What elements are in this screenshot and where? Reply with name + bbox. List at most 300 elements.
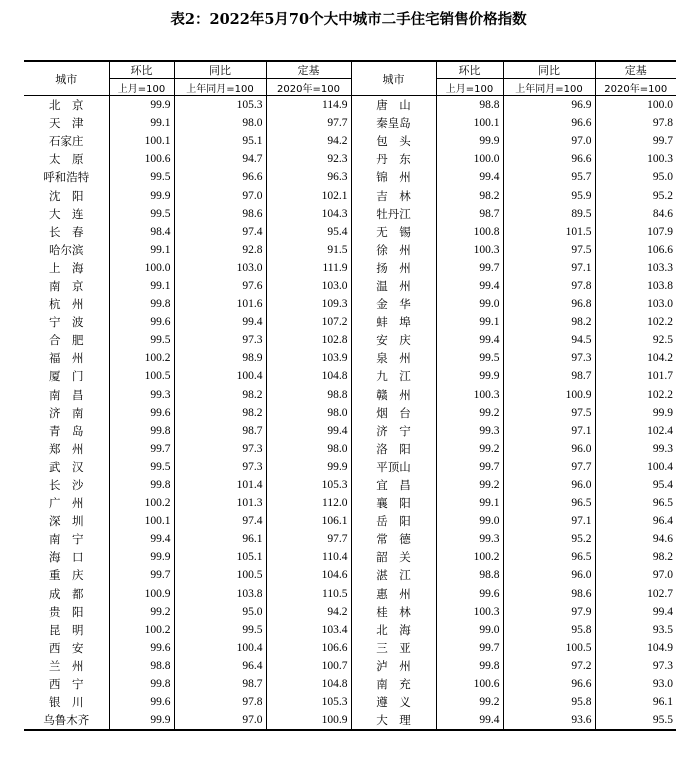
city-name-right: 济 宁	[351, 422, 436, 440]
base-value-right: 99.7	[595, 132, 676, 150]
mom-value-right: 100.1	[436, 114, 503, 132]
header-base-right: 定基	[595, 61, 676, 79]
city-name-left: 郑 州	[49, 441, 84, 456]
yoy-value-left: 99.4	[174, 313, 266, 331]
yoy-value-left: 101.3	[174, 494, 266, 512]
yoy-value-left: 97.3	[174, 440, 266, 458]
base-value-right: 102.7	[595, 585, 676, 603]
table-row	[24, 422, 676, 440]
yoy-value-right: 96.6	[503, 114, 595, 132]
table-row	[24, 440, 676, 458]
mom-value-left: 100.2	[109, 621, 174, 639]
city-name-left: 哈尔滨	[49, 242, 84, 257]
mom-value-right: 99.6	[436, 585, 503, 603]
city-name-left: 乌鲁木齐	[43, 713, 90, 728]
base-value-left: 98.0	[266, 404, 351, 422]
yoy-value-right: 96.5	[503, 548, 595, 566]
mom-value-left: 99.4	[109, 530, 174, 548]
yoy-value-left: 98.0	[174, 114, 266, 132]
table-row	[24, 132, 676, 150]
yoy-value-left: 100.5	[174, 566, 266, 584]
base-value-left: 97.7	[266, 530, 351, 548]
yoy-value-left: 98.6	[174, 205, 266, 223]
mom-value-left: 99.1	[109, 277, 174, 295]
yoy-value-left: 98.9	[174, 349, 266, 367]
yoy-value-left: 101.6	[174, 295, 266, 313]
city-name-right: 泸 州	[351, 657, 436, 675]
mom-value-right: 99.4	[436, 168, 503, 186]
table-row	[24, 639, 676, 657]
table-row	[24, 241, 676, 259]
mom-value-right: 99.2	[436, 476, 503, 494]
yoy-value-right: 94.5	[503, 331, 595, 349]
table-row	[24, 585, 676, 603]
table-row	[24, 313, 676, 331]
table-row	[24, 458, 676, 476]
city-name-left: 济 南	[49, 405, 84, 420]
city-name-right: 吉 林	[351, 186, 436, 204]
table-row	[24, 386, 676, 404]
base-value-left: 98.0	[266, 440, 351, 458]
city-name-left: 呼和浩特	[43, 170, 90, 185]
yoy-value-left: 98.2	[174, 386, 266, 404]
yoy-value-left: 97.3	[174, 458, 266, 476]
city-name-right: 遵 义	[351, 693, 436, 711]
yoy-value-right: 101.5	[503, 223, 595, 241]
base-value-right: 106.6	[595, 241, 676, 259]
header-city-left: 城市	[24, 61, 109, 96]
base-value-right: 97.0	[595, 566, 676, 584]
yoy-value-right: 95.9	[503, 186, 595, 204]
base-value-left: 96.3	[266, 168, 351, 186]
mom-value-left: 99.1	[109, 114, 174, 132]
base-value-right: 100.3	[595, 150, 676, 168]
mom-value-left: 100.1	[109, 132, 174, 150]
city-name-left: 天 津	[49, 116, 84, 131]
base-value-left: 91.5	[266, 241, 351, 259]
mom-value-right: 99.3	[436, 422, 503, 440]
base-value-right: 103.8	[595, 277, 676, 295]
yoy-value-right: 98.7	[503, 367, 595, 385]
header-yoy-sub-right: 上年同月=100	[503, 79, 595, 96]
table-row	[24, 277, 676, 295]
base-value-left: 110.4	[266, 548, 351, 566]
base-value-right: 99.3	[595, 440, 676, 458]
yoy-value-right: 89.5	[503, 205, 595, 223]
mom-value-left: 99.9	[109, 711, 174, 730]
table-row	[24, 295, 676, 313]
city-name-right: 岳 阳	[351, 512, 436, 530]
city-name-left: 海 口	[49, 550, 84, 565]
header-mom-sub-right: 上月=100	[436, 79, 503, 96]
table-title: 表2：2022年5月70个大中城市二手住宅销售价格指数	[170, 11, 527, 28]
base-value-right: 95.2	[595, 186, 676, 204]
base-value-left: 104.8	[266, 675, 351, 693]
yoy-value-left: 105.1	[174, 548, 266, 566]
mom-value-left: 100.1	[109, 512, 174, 530]
base-value-right: 94.6	[595, 530, 676, 548]
yoy-value-left: 97.0	[174, 186, 266, 204]
mom-value-right: 98.8	[436, 96, 503, 115]
yoy-value-right: 97.1	[503, 422, 595, 440]
yoy-value-right: 95.2	[503, 530, 595, 548]
yoy-value-right: 96.8	[503, 295, 595, 313]
yoy-value-right: 98.6	[503, 585, 595, 603]
yoy-value-left: 96.1	[174, 530, 266, 548]
base-value-left: 105.3	[266, 476, 351, 494]
city-name-right: 蚌 埠	[351, 313, 436, 331]
base-value-left: 106.1	[266, 512, 351, 530]
table-row	[24, 693, 676, 711]
base-value-right: 93.0	[595, 675, 676, 693]
yoy-value-left: 97.6	[174, 277, 266, 295]
city-name-right: 烟 台	[351, 404, 436, 422]
yoy-value-right: 95.7	[503, 168, 595, 186]
mom-value-left: 99.8	[109, 295, 174, 313]
base-value-left: 106.6	[266, 639, 351, 657]
mom-value-left: 99.8	[109, 422, 174, 440]
yoy-value-left: 95.0	[174, 603, 266, 621]
base-value-right: 96.5	[595, 494, 676, 512]
mom-value-right: 99.7	[436, 639, 503, 657]
city-name-right: 大 理	[351, 711, 436, 730]
base-value-right: 97.8	[595, 114, 676, 132]
yoy-value-left: 98.7	[174, 675, 266, 693]
yoy-value-right: 97.9	[503, 603, 595, 621]
base-value-left: 103.4	[266, 621, 351, 639]
city-name-left: 南 宁	[49, 532, 84, 547]
table-row	[24, 675, 676, 693]
mom-value-right: 98.2	[436, 186, 503, 204]
city-name-right: 九 江	[351, 367, 436, 385]
mom-value-left: 100.5	[109, 367, 174, 385]
yoy-value-left: 97.4	[174, 223, 266, 241]
table-row	[24, 621, 676, 639]
city-name-left: 重 庆	[49, 568, 84, 583]
base-value-right: 95.0	[595, 168, 676, 186]
city-name-left: 南 京	[49, 278, 84, 293]
table-row	[24, 603, 676, 621]
yoy-value-right: 97.5	[503, 241, 595, 259]
yoy-value-right: 97.3	[503, 349, 595, 367]
table-header	[24, 61, 676, 96]
mom-value-right: 99.2	[436, 404, 503, 422]
mom-value-right: 100.3	[436, 241, 503, 259]
header-mom-left: 环比	[109, 61, 174, 79]
yoy-value-left: 94.7	[174, 150, 266, 168]
city-name-right: 惠 州	[351, 585, 436, 603]
city-name-left: 成 都	[49, 586, 84, 601]
base-value-right: 102.2	[595, 313, 676, 331]
yoy-value-right: 97.0	[503, 132, 595, 150]
yoy-value-left: 97.3	[174, 331, 266, 349]
city-name-left: 上 海	[49, 260, 84, 275]
city-name-right: 秦皇岛	[351, 114, 436, 132]
city-name-right: 襄 阳	[351, 494, 436, 512]
city-name-left: 广 州	[49, 496, 84, 511]
base-value-right: 102.2	[595, 386, 676, 404]
table-row	[24, 530, 676, 548]
city-name-right: 赣 州	[351, 386, 436, 404]
city-name-left: 西 宁	[49, 677, 84, 692]
table-row	[24, 259, 676, 277]
base-value-left: 94.2	[266, 603, 351, 621]
table-row	[24, 404, 676, 422]
base-value-left: 105.3	[266, 693, 351, 711]
base-value-left: 114.9	[266, 96, 351, 115]
header-base-left: 定基	[266, 61, 351, 79]
city-name-left: 武 汉	[49, 459, 84, 474]
mom-value-left: 99.7	[109, 566, 174, 584]
mom-value-right: 99.7	[436, 458, 503, 476]
base-value-right: 96.1	[595, 693, 676, 711]
mom-value-left: 98.4	[109, 223, 174, 241]
mom-value-left: 99.5	[109, 168, 174, 186]
city-name-left: 北 京	[49, 98, 84, 113]
city-name-left: 石家庄	[49, 134, 84, 149]
yoy-value-right: 100.9	[503, 386, 595, 404]
base-value-right: 104.2	[595, 349, 676, 367]
base-value-right: 99.4	[595, 603, 676, 621]
mom-value-right: 99.0	[436, 295, 503, 313]
mom-value-left: 99.3	[109, 386, 174, 404]
city-name-left: 长 春	[49, 224, 84, 239]
base-value-left: 99.4	[266, 422, 351, 440]
city-name-left: 厦 门	[49, 369, 84, 384]
yoy-value-right: 95.8	[503, 621, 595, 639]
table-row	[24, 548, 676, 566]
base-value-right: 96.4	[595, 512, 676, 530]
mom-value-right: 99.4	[436, 711, 503, 730]
mom-value-right: 100.6	[436, 675, 503, 693]
yoy-value-left: 100.4	[174, 367, 266, 385]
table-row	[24, 349, 676, 367]
base-value-right: 95.4	[595, 476, 676, 494]
base-value-left: 97.7	[266, 114, 351, 132]
mom-value-right: 98.7	[436, 205, 503, 223]
yoy-value-left: 92.8	[174, 241, 266, 259]
table-row	[24, 186, 676, 204]
base-value-left: 102.8	[266, 331, 351, 349]
city-name-left: 福 州	[49, 351, 84, 366]
yoy-value-right: 96.9	[503, 96, 595, 115]
mom-value-left: 99.8	[109, 476, 174, 494]
yoy-value-left: 105.3	[174, 96, 266, 115]
mom-value-right: 100.2	[436, 548, 503, 566]
city-name-right: 包 头	[351, 132, 436, 150]
header-yoy-left: 同比	[174, 61, 266, 79]
yoy-value-left: 97.4	[174, 512, 266, 530]
table-row	[24, 114, 676, 132]
base-value-left: 110.5	[266, 585, 351, 603]
mom-value-right: 99.2	[436, 693, 503, 711]
city-name-right: 湛 江	[351, 566, 436, 584]
mom-value-left: 100.0	[109, 259, 174, 277]
city-name-left: 西 安	[49, 640, 84, 655]
city-name-left: 兰 州	[49, 658, 84, 673]
mom-value-left: 99.9	[109, 96, 174, 115]
city-name-left: 太 原	[49, 152, 84, 167]
table-row	[24, 494, 676, 512]
table-row	[24, 711, 676, 730]
mom-value-right: 99.7	[436, 259, 503, 277]
mom-value-right: 99.3	[436, 530, 503, 548]
yoy-value-left: 98.2	[174, 404, 266, 422]
base-value-left: 98.8	[266, 386, 351, 404]
yoy-value-right: 95.8	[503, 693, 595, 711]
yoy-value-left: 99.5	[174, 621, 266, 639]
city-name-right: 无 锡	[351, 223, 436, 241]
mom-value-left: 99.5	[109, 331, 174, 349]
base-value-right: 95.5	[595, 711, 676, 730]
mom-value-right: 99.8	[436, 657, 503, 675]
base-value-left: 104.3	[266, 205, 351, 223]
base-value-right: 97.3	[595, 657, 676, 675]
city-name-left: 贵 阳	[49, 604, 84, 619]
city-name-right: 唐 山	[351, 96, 436, 115]
city-name-left: 昆 明	[49, 622, 84, 637]
yoy-value-right: 96.5	[503, 494, 595, 512]
city-name-right: 丹 东	[351, 150, 436, 168]
city-name-left: 杭 州	[49, 297, 84, 312]
yoy-value-right: 98.2	[503, 313, 595, 331]
city-name-right: 安 庆	[351, 331, 436, 349]
yoy-value-right: 97.5	[503, 404, 595, 422]
header-city-right: 城市	[351, 61, 436, 96]
base-value-right: 102.4	[595, 422, 676, 440]
city-name-right: 宜 昌	[351, 476, 436, 494]
table-row	[24, 223, 676, 241]
mom-value-right: 100.3	[436, 603, 503, 621]
yoy-value-right: 96.6	[503, 150, 595, 168]
mom-value-left: 99.9	[109, 186, 174, 204]
yoy-value-left: 96.4	[174, 657, 266, 675]
base-value-left: 100.9	[266, 711, 351, 730]
city-name-right: 三 亚	[351, 639, 436, 657]
mom-value-left: 99.1	[109, 241, 174, 259]
yoy-value-left: 101.4	[174, 476, 266, 494]
city-name-right: 牡丹江	[351, 205, 436, 223]
city-name-right: 泉 州	[351, 349, 436, 367]
base-value-right: 92.5	[595, 331, 676, 349]
base-value-left: 107.2	[266, 313, 351, 331]
city-name-right: 徐 州	[351, 241, 436, 259]
city-name-right: 洛 阳	[351, 440, 436, 458]
city-name-right: 平顶山	[351, 458, 436, 476]
city-name-right: 扬 州	[351, 259, 436, 277]
yoy-value-right: 97.1	[503, 512, 595, 530]
city-name-right: 锦 州	[351, 168, 436, 186]
base-value-right: 107.9	[595, 223, 676, 241]
city-name-left: 长 沙	[49, 478, 84, 493]
city-name-left: 银 川	[49, 695, 84, 710]
mom-value-right: 99.9	[436, 367, 503, 385]
mom-value-left: 99.6	[109, 404, 174, 422]
base-value-left: 109.3	[266, 295, 351, 313]
base-value-right: 101.7	[595, 367, 676, 385]
header-yoy-sub-left: 上年同月=100	[174, 79, 266, 96]
city-name-left: 深 圳	[49, 514, 84, 529]
mom-value-right: 100.3	[436, 386, 503, 404]
base-value-right: 103.3	[595, 259, 676, 277]
yoy-value-left: 100.4	[174, 639, 266, 657]
table-body	[24, 96, 676, 731]
mom-value-right: 99.0	[436, 512, 503, 530]
yoy-value-right: 93.6	[503, 711, 595, 730]
mom-value-left: 99.6	[109, 693, 174, 711]
base-value-right: 100.4	[595, 458, 676, 476]
mom-value-right: 100.8	[436, 223, 503, 241]
table-row	[24, 205, 676, 223]
header-base-sub-right: 2020年=100	[595, 79, 676, 96]
city-name-left: 沈 阳	[49, 188, 84, 203]
mom-value-right: 99.9	[436, 132, 503, 150]
base-value-left: 94.2	[266, 132, 351, 150]
base-value-right: 103.0	[595, 295, 676, 313]
mom-value-right: 100.0	[436, 150, 503, 168]
mom-value-right: 99.1	[436, 313, 503, 331]
base-value-right: 99.9	[595, 404, 676, 422]
base-value-left: 111.9	[266, 259, 351, 277]
mom-value-left: 100.6	[109, 150, 174, 168]
table-row	[24, 367, 676, 385]
mom-value-right: 99.0	[436, 621, 503, 639]
base-value-right: 104.9	[595, 639, 676, 657]
base-value-left: 95.4	[266, 223, 351, 241]
mom-value-left: 99.8	[109, 675, 174, 693]
mom-value-left: 99.6	[109, 313, 174, 331]
city-name-left: 合 肥	[49, 333, 84, 348]
table-row	[24, 168, 676, 186]
mom-value-right: 99.1	[436, 494, 503, 512]
price-index-table	[24, 60, 676, 731]
city-name-left: 青 岛	[49, 423, 84, 438]
base-value-left: 104.8	[266, 367, 351, 385]
table-row	[24, 657, 676, 675]
base-value-left: 103.9	[266, 349, 351, 367]
city-name-right: 南 充	[351, 675, 436, 693]
city-name-right: 韶 关	[351, 548, 436, 566]
mom-value-right: 99.5	[436, 349, 503, 367]
yoy-value-left: 103.8	[174, 585, 266, 603]
base-value-left: 103.0	[266, 277, 351, 295]
yoy-value-right: 96.0	[503, 476, 595, 494]
city-name-left: 南 昌	[49, 387, 84, 402]
yoy-value-right: 96.6	[503, 675, 595, 693]
mom-value-left: 98.8	[109, 657, 174, 675]
city-name-right: 常 德	[351, 530, 436, 548]
base-value-right: 98.2	[595, 548, 676, 566]
yoy-value-right: 100.5	[503, 639, 595, 657]
yoy-value-right: 97.8	[503, 277, 595, 295]
city-name-right: 桂 林	[351, 603, 436, 621]
header-yoy-right: 同比	[503, 61, 595, 79]
yoy-value-left: 98.7	[174, 422, 266, 440]
mom-value-left: 99.7	[109, 440, 174, 458]
table-row	[24, 512, 676, 530]
yoy-value-left: 103.0	[174, 259, 266, 277]
header-mom-right: 环比	[436, 61, 503, 79]
base-value-left: 112.0	[266, 494, 351, 512]
table-row	[24, 150, 676, 168]
city-name-right: 温 州	[351, 277, 436, 295]
table-row	[24, 476, 676, 494]
city-name-right: 北 海	[351, 621, 436, 639]
mom-value-left: 99.6	[109, 639, 174, 657]
city-name-left: 大 连	[49, 206, 84, 221]
mom-value-left: 100.2	[109, 349, 174, 367]
base-value-left: 102.1	[266, 186, 351, 204]
